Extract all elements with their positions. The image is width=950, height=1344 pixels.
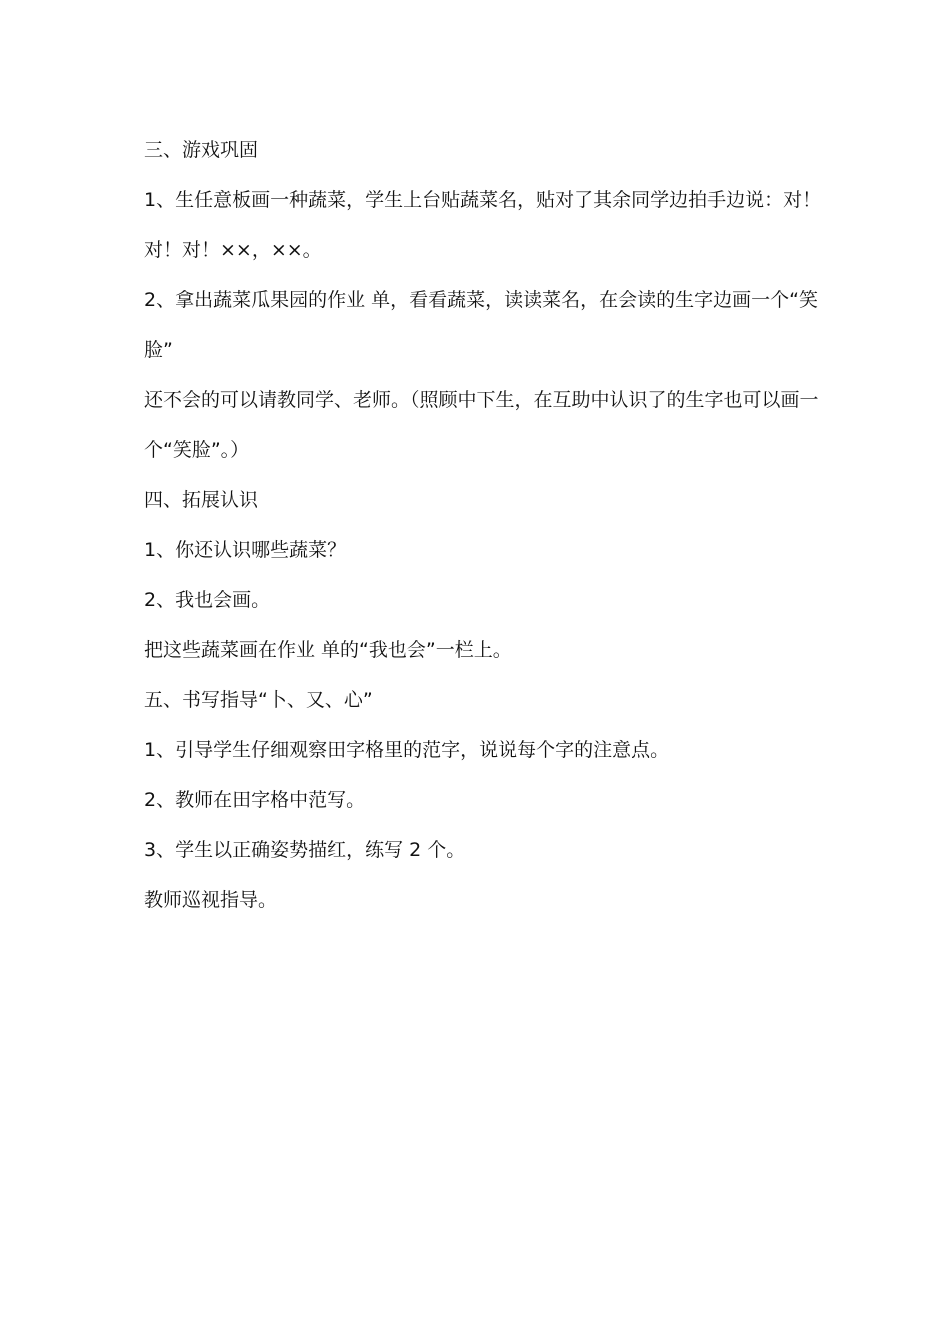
paragraph-line: 对！对！××，××。 — [144, 239, 322, 261]
document-body — [144, 133, 824, 933]
paragraph-line: 2、教师在田字格中范写。 — [144, 789, 366, 811]
paragraph-line: 2、拿出蔬菜瓜果园的作业 单，看看蔬菜，读读菜名，在会读的生字边画一个“笑 — [144, 289, 818, 311]
paragraph-line: 1、你还认识哪些蔬菜？ — [144, 539, 347, 561]
paragraph-line: 1、生任意板画一种蔬菜，学生上台贴蔬菜名，贴对了其余同学边拍手边说：对！ — [144, 189, 822, 211]
paragraph-line: 教师巡视指导。 — [144, 889, 278, 911]
paragraph-line: 1、引导学生仔细观察田字格里的范字，说说每个字的注意点。 — [144, 739, 670, 761]
paragraph-line: 把这些蔬菜画在作业 单的“我也会”一栏上。 — [144, 639, 512, 661]
paragraph-line: 还不会的可以请教同学、老师。（照顾中下生，在互助中认识了的生字也可以画一 — [144, 389, 819, 411]
section-heading-expansion: 四、拓展认识 — [144, 489, 259, 511]
paragraph-line: 个“笑脸”。） — [144, 439, 250, 461]
paragraph-line: 3、学生以正确姿势描红，练写 2 个。 — [144, 839, 466, 861]
section-heading-writing-guidance: 五、书写指导“卜、又、心” — [144, 689, 373, 711]
paragraph-line: 2、我也会画。 — [144, 589, 271, 611]
section-heading-game-consolidation: 三、游戏巩固 — [144, 139, 259, 161]
paragraph-line: 脸” — [144, 339, 173, 361]
